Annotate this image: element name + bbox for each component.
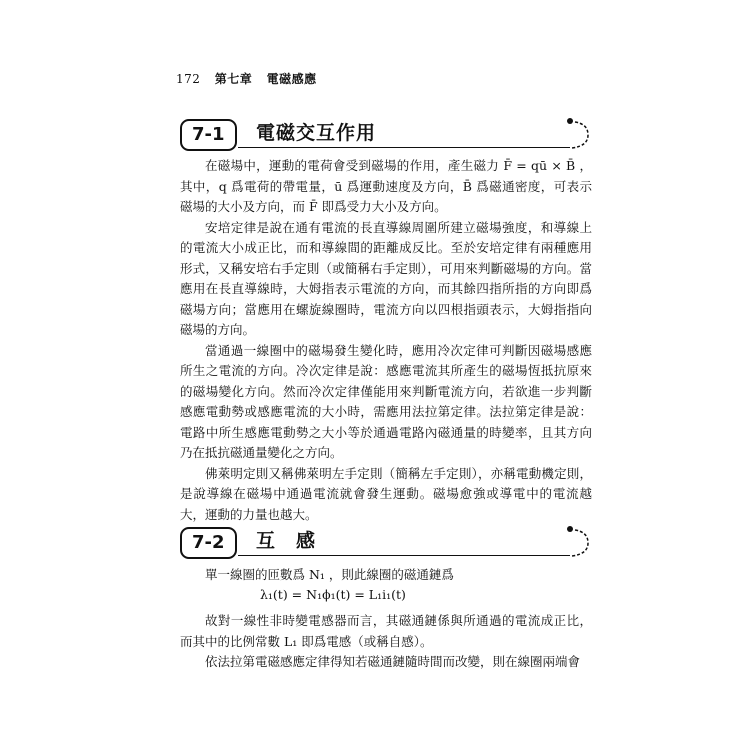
heading-underline — [238, 147, 570, 148]
heading-ornament-icon — [566, 523, 596, 563]
paragraph: 在磁場中，運動的電荷會受到磁場的作用，產生磁力 F̄ = qū × B̄ ，其中，q 爲電荷的帶電量，ū 爲運動速度及方向，B̄ 爲磁通密度，可表示磁場的大小及方向，而 F̄ 即爲受力大小及方向。 — [180, 158, 592, 214]
page-header — [176, 70, 317, 87]
section-2-body — [180, 611, 592, 673]
section-1-body — [180, 156, 592, 525]
section-2-intro — [180, 565, 592, 586]
section-heading-7-2 — [180, 527, 600, 559]
section-heading-7-1 — [180, 119, 600, 151]
page-number: 172 — [176, 72, 201, 86]
section-title: 電磁交互作用 — [256, 122, 377, 144]
section-number-badge: 7-1 — [180, 119, 237, 151]
chapter-title: 電磁感應 — [266, 72, 317, 86]
paragraph: 安培定律是說在通有電流的長直導線周圍所建立磁場強度，和導線上的電流大小成正比，而和導線間的距離成反比。至於安培定律有兩種應用形式，又稱安培右手定則（或簡稱右手定則），可用來判斷磁場的方向。當應用在長直導線時，大姆指表示電流的方向，而其餘四指所指的方向即爲磁場方向；當應用在螺旋線圈時，電流方向以四根指頭表示，大姆指指向磁場的方向。 — [180, 219, 592, 337]
paragraph: 當通過一線圈中的磁場發生變化時，應用冷次定律可判斷因磁場感應所生之電流的方向。冷次定律是說：感應電流其所產生的磁場恆抵抗原來的磁場變化方向。然而冷次定律僅能用來判斷電流方向，若欲進一步判斷感應電動勢或感應電流的大小時，需應用法拉第定律。法拉第定律是說：電路中所生感應電動勢之大小等於通過電路內磁通量的時變率，且其方向乃在抵抗磁通量變化之方向。 — [180, 342, 592, 460]
heading-ornament-icon — [566, 115, 596, 155]
section-title: 互 感 — [256, 530, 317, 552]
heading-underline — [238, 555, 570, 556]
paragraph: 單一線圈的匝數爲 N₁ ，則此線圈的磁通鏈爲 — [205, 567, 454, 582]
flux-linkage-formula: λ₁(t) = N₁ϕ₁(t) = L₁i₁(t) — [260, 587, 406, 602]
paragraph: 佛萊明定則又稱佛萊明左手定則（簡稱左手定則），亦稱電動機定則，是說導線在磁場中通過電流就會發生運動。磁場愈強或導電中的電流越大，運動的力量也越大。 — [180, 465, 592, 522]
section-number-badge: 7-2 — [180, 527, 237, 559]
chapter-label: 第七章 — [214, 72, 253, 86]
paragraph: 故對一線性非時變電感器而言，其磁通鏈係與所通過的電流成正比，而其中的比例常數 L₁ 即爲電感（或稱自感）。 — [180, 613, 592, 649]
paragraph: 依法拉第電磁感應定律得知若磁通鏈隨時間而改變，則在線圈兩端會 — [205, 654, 581, 669]
